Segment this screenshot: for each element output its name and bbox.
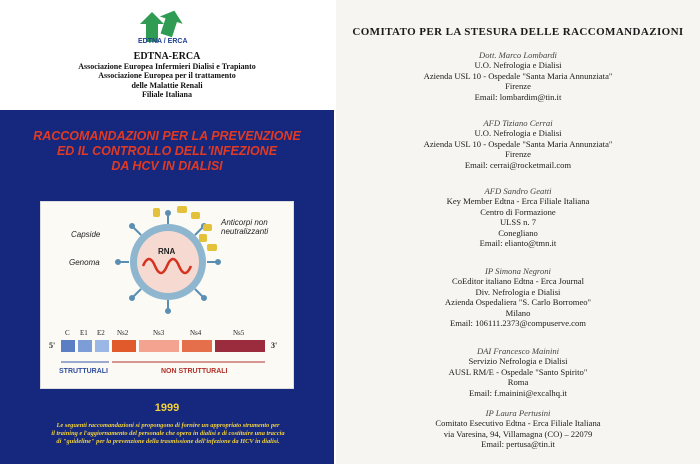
page-title: COMITATO PER LA STESURA DELLE RACCOMANDAZIONI [352,26,684,38]
segment-label: Ns5 [233,329,245,337]
member-name: IP Simona Negroni [485,266,551,276]
segment-label: E2 [97,329,105,337]
strutturali-label: STRUTTURALI [59,368,108,375]
member-name: IP Laura Pertusini [485,408,551,418]
cover-header [0,0,334,110]
cover-title: RACCOMANDAZIONI PER LA PREVENZIONE ED IL CONTROLLO DELL'INFEZIONE DA HCV IN DIALISI [33,129,301,173]
committee-member: Dott. Marco Lombardi U.O. Nefrologia e Dialisi Azienda USL 10 - Ospedale "Santa Maria Annunziata" Firenze Email: lombardim@tin.it [336,50,700,102]
committee-member: IP Laura Pertusini Comitato Esecutivo Edtna - Erca Filiale Italiana via Varesina, 94, Villamagna (CO) – 22079 Email: pertusa@tin.it [336,408,700,450]
segment-label: Ns2 [117,329,129,337]
committee-page [336,0,700,464]
three-prime-label: 3' [271,341,278,350]
capside-label: Capside [71,230,101,239]
genoma-label: Genoma [69,258,100,267]
member-name: Dott. Marco Lombardi [479,50,557,60]
member-name: DAI Francesco Mainini [476,346,560,356]
segment-label: Ns4 [190,329,202,337]
cover-year: 1999 [154,402,180,414]
logo-text: EDTNA / ERCA [138,38,188,45]
hcv-virus-diagram [40,201,294,389]
committee-member: DAI Francesco Mainini Servizio Nefrologia e Dialisi AUSL RM/E - Ospedale "Santo Spirito" Roma Email: f.mainini@excalhq.it [336,346,700,398]
committee-member: IP Simona Negroni CoEditor italiano Edtna - Erca Journal Div. Nefrologia e Dialisi Azienda Ospedaliera "S. Carlo Borromeo" Milano Email: 106111.2373@compuserve.com [336,266,700,328]
rna-label: RNA [158,247,176,256]
member-name: AFD Tiziano Cerrai [483,118,553,128]
committee-member: AFD Tiziano Cerrai U.O. Nefrologia e Dialisi Azienda USL 10 - Ospedale "Santa Maria Annunziata" Firenze Email: cerrai@rocketmail.com [336,118,700,170]
committee-member: AFD Sandro Geatti Key Member Edtna - Erca Filiale Italiana Centro di Formazione ULSS n. 7 Conegliano Email: elianto@tmn.it [336,186,700,248]
antibody-label: Anticorpi non neutralizzanti [221,218,269,236]
segment-label: Ns3 [153,329,165,337]
member-name: AFD Sandro Geatti [484,186,552,196]
segment-label: E1 [80,329,88,337]
cover-footnote: Le seguenti raccomandazioni si propongono di fornire un appropriato strumento per il training e l'aggiornamento del personale che opera in dialisi e di costituire una traccia di "guideline" per la prevenzione della trasmissione dell'infezione da HCV in dialisi. [51,422,285,446]
association-name: EDTNA-ERCA Associazione Europea Infermieri Dialisi e Trapianto Associazione Europea per il trattamento delle Malattie Renali Filiale Italiana [78,51,256,99]
five-prime-label: 5' [49,341,56,350]
booklet-cover [0,0,334,464]
non-strutturali-label: NON STRUTTURALI [161,368,228,375]
segment-label: C [65,329,70,337]
